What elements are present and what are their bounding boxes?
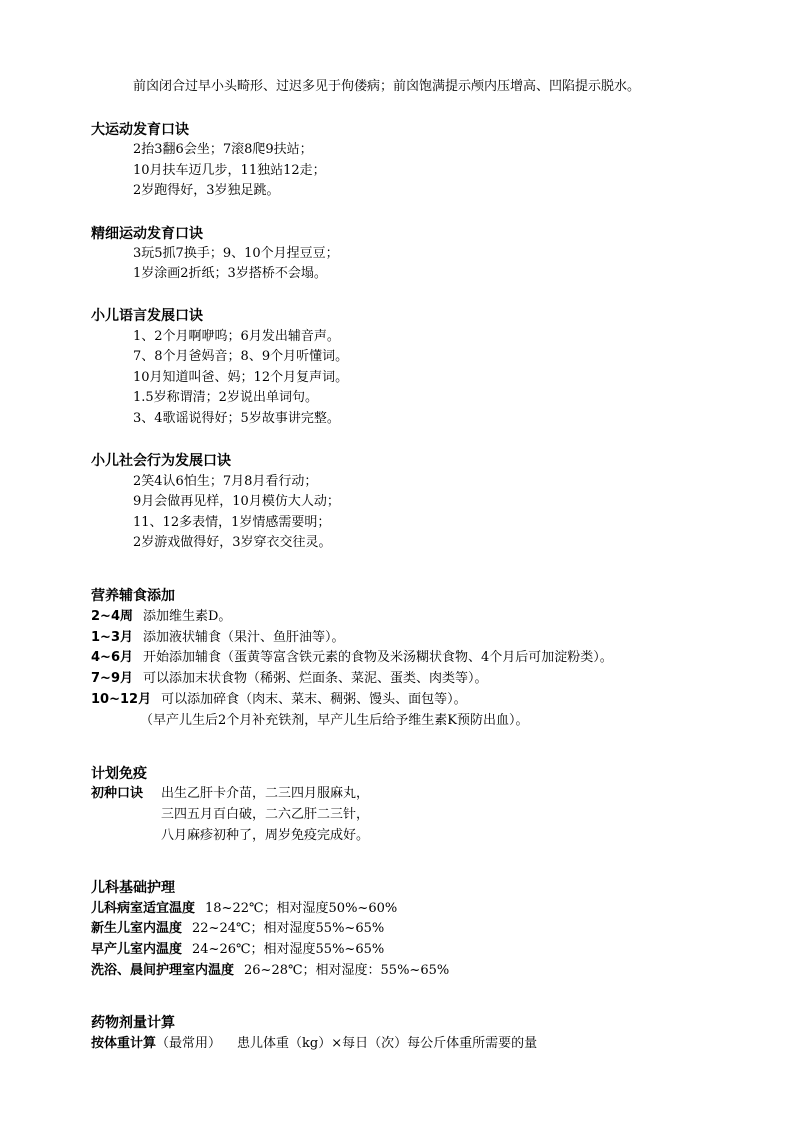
nursing-item-label: 儿科病室适宜温度 bbox=[91, 901, 196, 916]
nursing-item-text: 26~28℃；相对湿度：55%~65% bbox=[244, 963, 450, 978]
social-line: 2笑4认6怕生；7月8月看行动； bbox=[133, 474, 318, 489]
gross-motor-line: 2岁跑得好，3岁独足跳。 bbox=[133, 183, 280, 198]
dosage-label: 按体重计算 bbox=[91, 1036, 157, 1051]
vaccine-line: 三四五月百白破，二六乙肝二三针， bbox=[161, 807, 370, 822]
nutrition-item-label: 4~6月 bbox=[91, 650, 133, 665]
social-heading: 小儿社会行为发展口诀 bbox=[91, 453, 231, 469]
intro-text: 前囟闭合过早小头畸形、过迟多见于佝偻病；前囟饱满提示颅内压增高、凹陷提示脱水。 bbox=[133, 79, 641, 94]
language-line: 7、8个月爸妈音；8、9个月听懂词。 bbox=[133, 349, 349, 364]
nutrition-item bbox=[91, 671, 488, 687]
dosage-item bbox=[91, 1036, 537, 1052]
nursing-item-label: 洗浴、晨间护理室内温度 bbox=[91, 963, 235, 978]
gross-motor-heading: 大运动发育口诀 bbox=[91, 122, 189, 138]
nursing-heading: 儿科基础护理 bbox=[91, 880, 175, 896]
nursing-item bbox=[91, 921, 384, 937]
nursing-item-text: 22~24℃；相对湿度55%~65% bbox=[192, 921, 385, 936]
gross-motor-line: 2抬3翻6会坐；7滚8爬9扶站； bbox=[133, 142, 313, 157]
language-line: 1、2个月啊咿呜；6月发出辅音声。 bbox=[133, 329, 340, 344]
nutrition-item-text: 可以添加碎食（肉末、菜末、稠粥、馒头、面包等）。 bbox=[161, 692, 467, 707]
nutrition-item bbox=[91, 609, 231, 625]
nutrition-item bbox=[91, 692, 467, 708]
nutrition-heading: 营养辅食添加 bbox=[91, 588, 175, 604]
language-line: 1.5岁称谓清；2岁说出单词句。 bbox=[133, 390, 318, 405]
social-line: 11、12多表情，1岁情感需要明； bbox=[133, 515, 331, 530]
dosage-heading: 药物剂量计算 bbox=[91, 1015, 175, 1031]
language-line: 3、4歌谣说得好；5岁故事讲完整。 bbox=[133, 411, 340, 426]
nursing-item bbox=[91, 942, 384, 958]
dosage-text: 患儿体重（kg）×每日（次）每公斤体重所需要的量 bbox=[237, 1036, 538, 1051]
nutrition-item bbox=[91, 630, 345, 646]
nursing-item-text: 24~26℃；相对湿度55%~65% bbox=[192, 942, 385, 957]
nursing-item-text: 18~22℃；相对湿度50%~60% bbox=[205, 901, 398, 916]
nutrition-item-label: 7~9月 bbox=[91, 671, 133, 686]
nutrition-item-label: 1~3月 bbox=[91, 630, 133, 645]
nutrition-item bbox=[91, 650, 613, 666]
nursing-item-label: 早产儿室内温度 bbox=[91, 942, 183, 957]
nursing-item-label: 新生儿室内温度 bbox=[91, 921, 183, 936]
social-line: 2岁游戏做得好，3岁穿衣交往灵。 bbox=[133, 535, 332, 550]
nursing-item bbox=[91, 963, 449, 979]
nutrition-item-text: 添加液状辅食（果汁、鱼肝油等）。 bbox=[142, 630, 345, 645]
nursing-item bbox=[91, 901, 397, 917]
gross-motor-line: 10月扶车迈几步，11独站12走； bbox=[133, 163, 326, 178]
vaccine-label: 初种口诀 bbox=[91, 786, 144, 801]
dosage-label-suffix: （最常用） bbox=[156, 1036, 222, 1051]
fine-motor-line: 1岁涂画2折纸；3岁搭桥不会塌。 bbox=[133, 266, 327, 281]
language-heading: 小儿语言发展口诀 bbox=[91, 308, 203, 324]
vaccine-line: 出生乙肝卡介苗，二三四月服麻丸， bbox=[161, 786, 370, 801]
vaccine-line: 八月麻疹初种了，周岁免疫完成好。 bbox=[161, 828, 370, 843]
nutrition-item-label: 2~4周 bbox=[91, 609, 133, 624]
nutrition-item-label: 10~12月 bbox=[91, 692, 152, 707]
nutrition-item-text: 开始添加辅食（蛋黄等富含铁元素的食物及米汤糊状食物、4个月后可加淀粉类）。 bbox=[142, 650, 613, 665]
fine-motor-line: 3玩5抓7换手；9、10个月捏豆豆； bbox=[133, 246, 339, 261]
social-line: 9月会做再见样，10月模仿大人动； bbox=[133, 494, 340, 509]
nutrition-item-text: 添加维生素D。 bbox=[142, 609, 232, 624]
language-line: 10月知道叫爸、妈；12个月复声词。 bbox=[133, 370, 349, 385]
nutrition-note: （早产儿生后2个月补充铁剂，早产儿生后给予维生素K预防出血）。 bbox=[140, 713, 529, 728]
fine-motor-heading: 精细运动发育口诀 bbox=[91, 226, 203, 242]
vaccine-heading: 计划免疫 bbox=[91, 766, 147, 782]
nutrition-item-text: 可以添加末状食物（稀粥、烂面条、菜泥、蛋类、肉类等）。 bbox=[142, 671, 488, 686]
